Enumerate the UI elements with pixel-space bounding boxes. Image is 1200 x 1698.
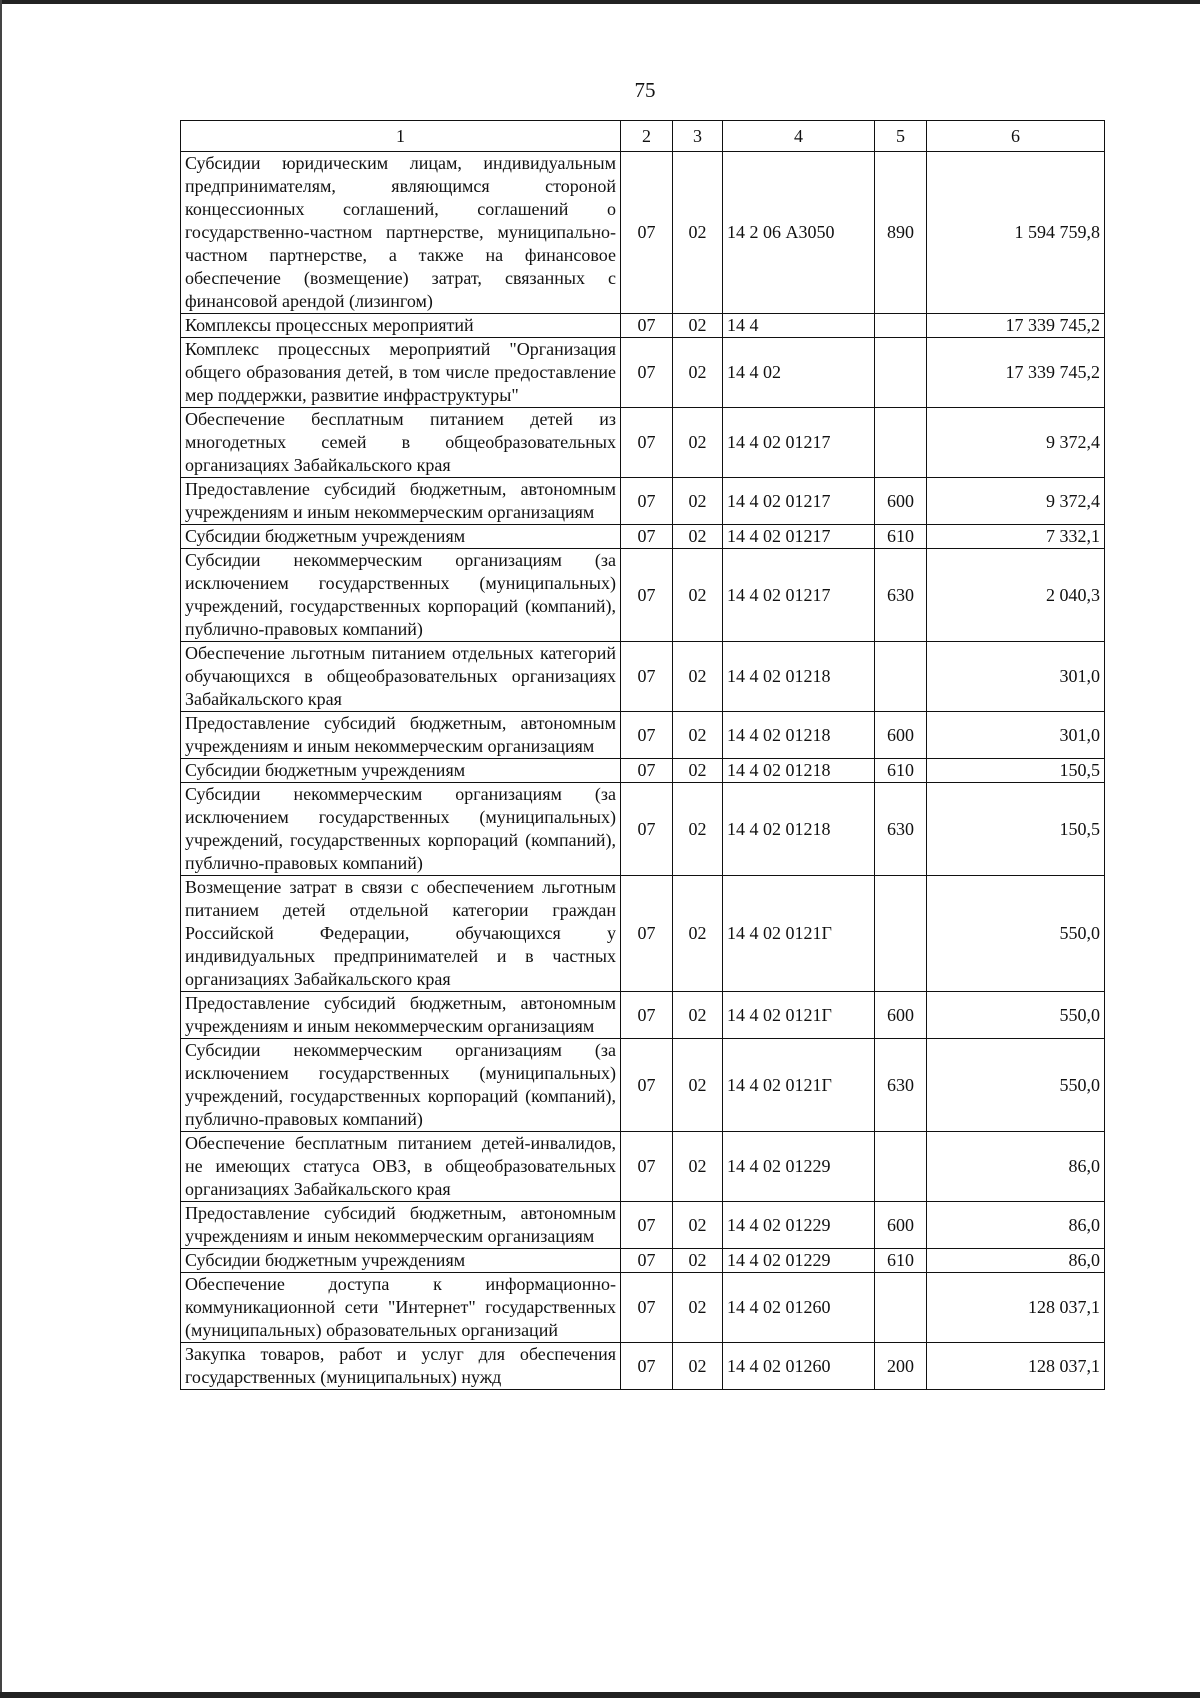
cell-subsection: 02 <box>673 1202 723 1249</box>
table-row <box>181 408 1105 478</box>
cell-name: Субсидии некоммерческим организациям (за исключением государственных (муниципальных) учреждений, государственных корпораций (компаний), публично-правовых компаний) <box>181 1039 621 1132</box>
cell-expense-type <box>875 642 927 712</box>
cell-target-code: 14 4 <box>723 314 875 338</box>
cell-subsection: 02 <box>673 876 723 992</box>
cell-expense-type <box>875 314 927 338</box>
header-col-6: 6 <box>927 121 1105 152</box>
cell-section: 07 <box>621 1132 673 1202</box>
cell-section: 07 <box>621 478 673 525</box>
cell-subsection: 02 <box>673 1039 723 1132</box>
cell-target-code: 14 4 02 01217 <box>723 525 875 549</box>
cell-expense-type <box>875 1132 927 1202</box>
table-row <box>181 549 1105 642</box>
cell-name: Закупка товаров, работ и услуг для обеспечения государственных (муниципальных) нужд <box>181 1343 621 1390</box>
cell-section: 07 <box>621 1039 673 1132</box>
cell-subsection: 02 <box>673 642 723 712</box>
cell-expense-type <box>875 338 927 408</box>
cell-amount: 17 339 745,2 <box>927 314 1105 338</box>
cell-target-code: 14 4 02 01229 <box>723 1249 875 1273</box>
cell-amount: 301,0 <box>927 642 1105 712</box>
cell-section: 07 <box>621 338 673 408</box>
table-row <box>181 876 1105 992</box>
cell-amount: 86,0 <box>927 1132 1105 1202</box>
cell-expense-type <box>875 1273 927 1343</box>
header-col-4: 4 <box>723 121 875 152</box>
cell-name: Обеспечение льготным питанием отдельных категорий обучающихся в общеобразовательных организациях Забайкальского края <box>181 642 621 712</box>
scan-edge-bottom <box>0 1692 1200 1698</box>
cell-amount: 128 037,1 <box>927 1343 1105 1390</box>
cell-expense-type: 600 <box>875 992 927 1039</box>
cell-subsection: 02 <box>673 783 723 876</box>
table-body <box>181 152 1105 1390</box>
cell-name: Комплексы процессных мероприятий <box>181 314 621 338</box>
cell-subsection: 02 <box>673 152 723 314</box>
cell-name: Субсидии некоммерческим организациям (за исключением государственных (муниципальных) учреждений, государственных корпораций (компаний), публично-правовых компаний) <box>181 549 621 642</box>
header-col-3: 3 <box>673 121 723 152</box>
cell-amount: 550,0 <box>927 1039 1105 1132</box>
scan-edge-top <box>0 0 1200 4</box>
cell-target-code: 14 4 02 0121Г <box>723 876 875 992</box>
cell-target-code: 14 4 02 01218 <box>723 712 875 759</box>
cell-name: Обеспечение доступа к информационно-коммуникационной сети "Интернет" государственных (муниципальных) образовательных организаций <box>181 1273 621 1343</box>
cell-amount: 128 037,1 <box>927 1273 1105 1343</box>
table-row <box>181 314 1105 338</box>
cell-target-code: 14 4 02 <box>723 338 875 408</box>
cell-section: 07 <box>621 1249 673 1273</box>
cell-section: 07 <box>621 549 673 642</box>
cell-subsection: 02 <box>673 1273 723 1343</box>
cell-section: 07 <box>621 712 673 759</box>
header-col-5: 5 <box>875 121 927 152</box>
cell-expense-type: 630 <box>875 549 927 642</box>
cell-name: Возмещение затрат в связи с обеспечением льготным питанием детей отдельной категории граждан Российской Федерации, обучающихся у индивидуальных предпринимателей и в частных организациях Забайкальского края <box>181 876 621 992</box>
cell-subsection: 02 <box>673 1343 723 1390</box>
table-row <box>181 152 1105 314</box>
cell-expense-type <box>875 876 927 992</box>
table-row <box>181 1273 1105 1343</box>
table-row <box>181 992 1105 1039</box>
cell-name: Предоставление субсидий бюджетным, автономным учреждениям и иным некоммерческим организациям <box>181 992 621 1039</box>
cell-target-code: 14 4 02 01217 <box>723 478 875 525</box>
scan-edge-left <box>0 0 2 1698</box>
cell-subsection: 02 <box>673 1132 723 1202</box>
cell-amount: 86,0 <box>927 1249 1105 1273</box>
cell-target-code: 14 4 02 01260 <box>723 1343 875 1390</box>
cell-subsection: 02 <box>673 408 723 478</box>
cell-target-code: 14 4 02 0121Г <box>723 1039 875 1132</box>
budget-table <box>180 120 1105 1390</box>
table-row <box>181 712 1105 759</box>
cell-target-code: 14 4 02 0121Г <box>723 992 875 1039</box>
cell-expense-type: 200 <box>875 1343 927 1390</box>
cell-expense-type: 600 <box>875 478 927 525</box>
cell-name: Предоставление субсидий бюджетным, автономным учреждениям и иным некоммерческим организациям <box>181 1202 621 1249</box>
cell-section: 07 <box>621 876 673 992</box>
header-col-2: 2 <box>621 121 673 152</box>
cell-amount: 550,0 <box>927 992 1105 1039</box>
cell-expense-type: 600 <box>875 712 927 759</box>
cell-subsection: 02 <box>673 525 723 549</box>
cell-amount: 301,0 <box>927 712 1105 759</box>
table-row <box>181 783 1105 876</box>
cell-target-code: 14 2 06 А3050 <box>723 152 875 314</box>
table-row <box>181 1039 1105 1132</box>
cell-amount: 150,5 <box>927 759 1105 783</box>
cell-name: Субсидии некоммерческим организациям (за исключением государственных (муниципальных) учреждений, государственных корпораций (компаний), публично-правовых компаний) <box>181 783 621 876</box>
table-row <box>181 1343 1105 1390</box>
table-row <box>181 1202 1105 1249</box>
table-row <box>181 338 1105 408</box>
cell-section: 07 <box>621 314 673 338</box>
cell-subsection: 02 <box>673 549 723 642</box>
cell-amount: 550,0 <box>927 876 1105 992</box>
cell-target-code: 14 4 02 01217 <box>723 549 875 642</box>
cell-section: 07 <box>621 408 673 478</box>
cell-subsection: 02 <box>673 992 723 1039</box>
cell-expense-type: 630 <box>875 783 927 876</box>
table-header-row <box>181 121 1105 152</box>
cell-amount: 2 040,3 <box>927 549 1105 642</box>
cell-section: 07 <box>621 759 673 783</box>
cell-name: Обеспечение бесплатным питанием детей-инвалидов, не имеющих статуса ОВЗ, в общеобразовательных организациях Забайкальского края <box>181 1132 621 1202</box>
cell-subsection: 02 <box>673 712 723 759</box>
cell-expense-type: 600 <box>875 1202 927 1249</box>
cell-name: Комплекс процессных мероприятий "Организация общего образования детей, в том числе предоставление мер поддержки, развитие инфраструктуры" <box>181 338 621 408</box>
cell-target-code: 14 4 02 01229 <box>723 1132 875 1202</box>
cell-subsection: 02 <box>673 1249 723 1273</box>
cell-expense-type: 610 <box>875 525 927 549</box>
cell-name: Предоставление субсидий бюджетным, автономным учреждениям и иным некоммерческим организациям <box>181 478 621 525</box>
cell-amount: 150,5 <box>927 783 1105 876</box>
cell-name: Субсидии юридическим лицам, индивидуальным предпринимателям, являющимся стороной концессионных соглашений, соглашений о государственно-частном партнерстве, муниципально-частном партнерстве, а также на финансовое обеспечение (возмещение) затрат, связанных с финансовой арендой (лизингом) <box>181 152 621 314</box>
cell-expense-type <box>875 408 927 478</box>
table-row <box>181 525 1105 549</box>
cell-amount: 1 594 759,8 <box>927 152 1105 314</box>
cell-amount: 7 332,1 <box>927 525 1105 549</box>
cell-section: 07 <box>621 1202 673 1249</box>
cell-subsection: 02 <box>673 759 723 783</box>
cell-target-code: 14 4 02 01217 <box>723 408 875 478</box>
cell-target-code: 14 4 02 01218 <box>723 759 875 783</box>
cell-amount: 9 372,4 <box>927 408 1105 478</box>
cell-expense-type: 610 <box>875 759 927 783</box>
cell-section: 07 <box>621 152 673 314</box>
cell-expense-type: 890 <box>875 152 927 314</box>
cell-section: 07 <box>621 1273 673 1343</box>
cell-name: Субсидии бюджетным учреждениям <box>181 759 621 783</box>
cell-amount: 9 372,4 <box>927 478 1105 525</box>
table-row <box>181 759 1105 783</box>
cell-target-code: 14 4 02 01260 <box>723 1273 875 1343</box>
cell-name: Обеспечение бесплатным питанием детей из многодетных семей в общеобразовательных организациях Забайкальского края <box>181 408 621 478</box>
cell-expense-type: 610 <box>875 1249 927 1273</box>
cell-subsection: 02 <box>673 478 723 525</box>
table-row <box>181 478 1105 525</box>
cell-amount: 17 339 745,2 <box>927 338 1105 408</box>
cell-target-code: 14 4 02 01218 <box>723 642 875 712</box>
cell-subsection: 02 <box>673 338 723 408</box>
cell-section: 07 <box>621 642 673 712</box>
cell-section: 07 <box>621 525 673 549</box>
cell-section: 07 <box>621 783 673 876</box>
header-col-1: 1 <box>181 121 621 152</box>
cell-section: 07 <box>621 1343 673 1390</box>
cell-target-code: 14 4 02 01218 <box>723 783 875 876</box>
cell-name: Предоставление субсидий бюджетным, автономным учреждениям и иным некоммерческим организациям <box>181 712 621 759</box>
cell-section: 07 <box>621 992 673 1039</box>
table-row <box>181 1132 1105 1202</box>
table-row <box>181 1249 1105 1273</box>
table-row <box>181 642 1105 712</box>
cell-amount: 86,0 <box>927 1202 1105 1249</box>
cell-subsection: 02 <box>673 314 723 338</box>
cell-name: Субсидии бюджетным учреждениям <box>181 525 621 549</box>
page-number: 75 <box>634 78 656 102</box>
cell-expense-type: 630 <box>875 1039 927 1132</box>
cell-name: Субсидии бюджетным учреждениям <box>181 1249 621 1273</box>
cell-target-code: 14 4 02 01229 <box>723 1202 875 1249</box>
